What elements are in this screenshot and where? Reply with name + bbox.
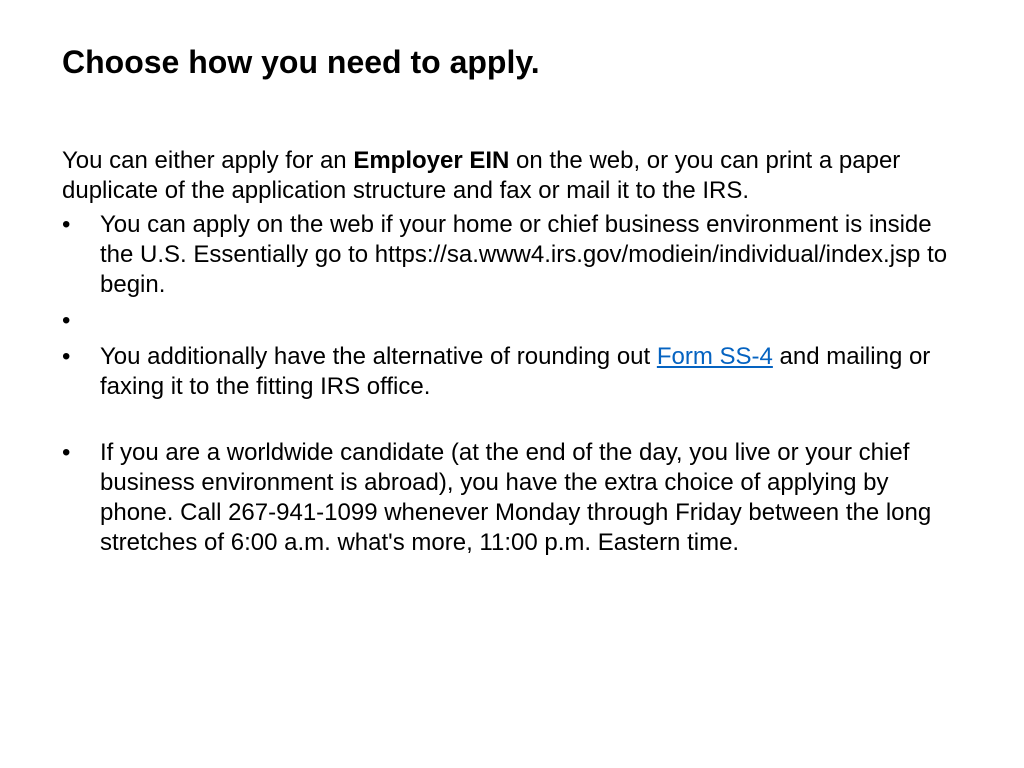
bullet-icon: • [62,211,71,238]
intro-text-before: You can either apply for an [62,147,354,174]
intro-paragraph [62,146,962,206]
bullet-list [62,210,962,558]
bullet-text: You can apply on the web if your home or chief business environment is inside the U.S. Essentially go to https://sa.www4.irs.gov/modiein/individual/index.jsp to begin. [100,211,948,298]
slide-body [62,146,962,564]
bullet-icon: • [62,307,71,334]
bullet-icon: • [62,343,71,370]
bullet-item-apply-online [62,210,962,300]
bullet-text-after: and mailing or faxing it to the fitting IRS office. [100,343,931,400]
intro-bold-term: Employer EIN [353,147,510,174]
bullet-text-before: You additionally have the alternative of rounding out [100,343,657,370]
bullet-item-international [62,438,962,558]
bullet-item-form-ss4 [62,342,962,402]
slide-title: Choose how you need to apply. [62,44,540,80]
intro-text-after: on the web, or you can print a paper duplicate of the application structure and fax or mail it to the IRS. [62,147,901,204]
bullet-item-empty [62,306,962,336]
bullet-text: If you are a worldwide candidate (at the end of the day, you live or your chief business environment is abroad), you have the extra choice of applying by phone. Call 267-941-1099 whenever Monday through Friday between the long stretches of 6:00 a.m. what's more, 11:00 p.m. Eastern time. [100,439,932,556]
form-ss4-link[interactable]: Form SS-4 [656,343,773,370]
bullet-icon: • [62,439,71,466]
